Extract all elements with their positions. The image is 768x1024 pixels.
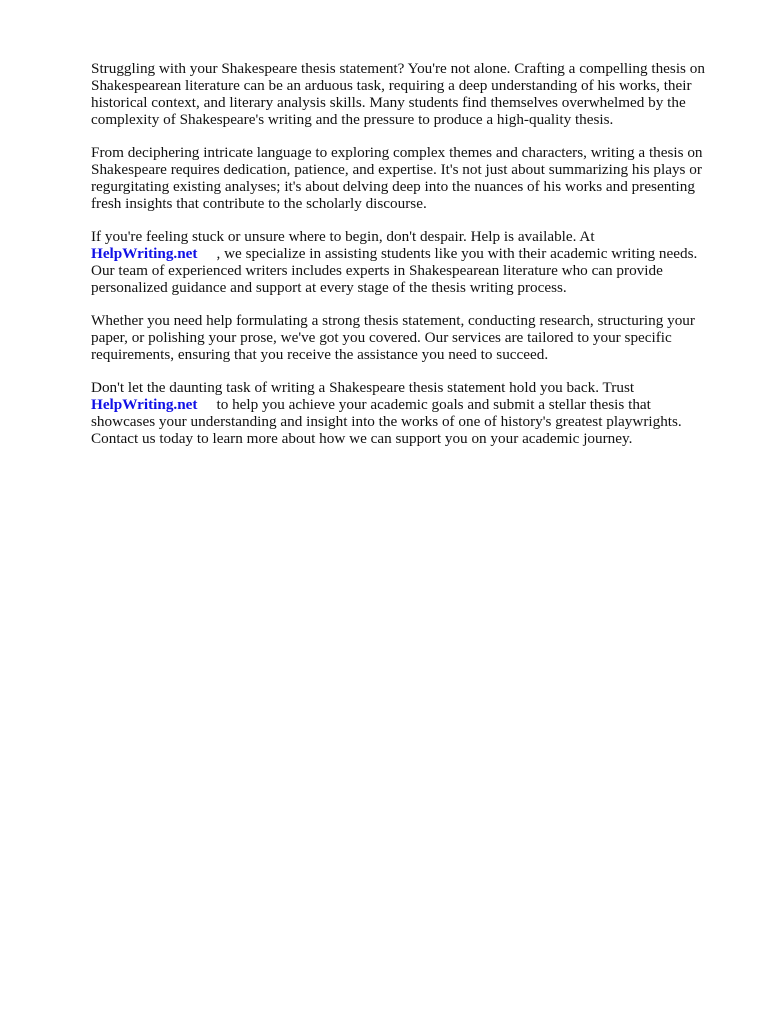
text-after-link: , we specialize in assisting students like you with their academic writing needs. bbox=[216, 245, 698, 262]
text-line-with-link bbox=[91, 245, 731, 262]
text-line: complexity of Shakespeare's writing and the pressure to produce a high-quality thesis. bbox=[91, 111, 614, 128]
helpwriting-link[interactable]: HelpWriting.net bbox=[91, 396, 198, 413]
paragraph-services bbox=[91, 312, 731, 363]
text-line: Shakespeare requires dedication, patience, and expertise. It's not just about summarizing his plays or bbox=[91, 161, 702, 178]
text-line: From deciphering intricate language to exploring complex themes and characters, writing a thesis on bbox=[91, 144, 703, 161]
text-line: Whether you need help formulating a strong thesis statement, conducting research, structuring your bbox=[91, 312, 695, 329]
text-line: fresh insights that contribute to the scholarly discourse. bbox=[91, 195, 427, 212]
text-line: regurgitating existing analyses; it's about delving deep into the nuances of his works and presenting bbox=[91, 178, 695, 195]
text-line-with-link bbox=[91, 396, 731, 413]
text-after-link: to help you achieve your academic goals and submit a stellar thesis that bbox=[216, 396, 651, 413]
text-line: paper, or polishing your prose, we've got you covered. Our services are tailored to your specific bbox=[91, 329, 672, 346]
text-line: Our team of experienced writers includes experts in Shakespearean literature who can provide bbox=[91, 262, 663, 279]
helpwriting-link[interactable]: HelpWriting.net bbox=[91, 245, 198, 262]
text-line: If you're feeling stuck or unsure where to begin, don't despair. Help is available. At bbox=[91, 228, 595, 245]
document-body bbox=[91, 60, 731, 463]
text-line: showcases your understanding and insight into the works of one of history's greatest playwrights. bbox=[91, 413, 682, 430]
paragraph-closing bbox=[91, 379, 731, 447]
text-line: historical context, and literary analysis skills. Many students find themselves overwhelmed by the bbox=[91, 94, 686, 111]
text-line: Don't let the daunting task of writing a Shakespeare thesis statement hold you back. Trust bbox=[91, 379, 635, 396]
text-line: Shakespearean literature can be an arduous task, requiring a deep understanding of his works, their bbox=[91, 77, 692, 94]
text-line: requirements, ensuring that you receive the assistance you need to succeed. bbox=[91, 346, 549, 363]
paragraph-intro bbox=[91, 60, 731, 128]
text-line: Contact us today to learn more about how we can support you on your academic journey. bbox=[91, 430, 633, 447]
text-line: personalized guidance and support at every stage of the thesis writing process. bbox=[91, 279, 567, 296]
paragraph-challenges bbox=[91, 144, 731, 212]
text-line: Struggling with your Shakespeare thesis statement? You're not alone. Crafting a compelling thesis on bbox=[91, 60, 705, 77]
paragraph-help-available bbox=[91, 228, 731, 296]
